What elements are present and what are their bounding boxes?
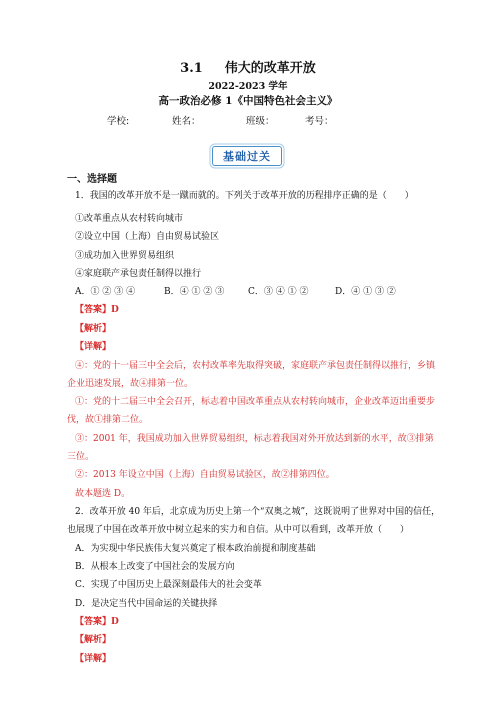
q2-stem: 2．改革开放 40 年后，北京成为历史上第一个“双奥之城”，这既说明了世界对中国的信任， — [75, 507, 441, 517]
q1-option-d: D．④ ① ③ ② — [335, 287, 396, 297]
q1-explain-line: ④：党的十一届三中全会后，农村改革率先取得突破，家庭联产承包责任制得以推行，乡镇 — [75, 361, 436, 371]
q2-option-a: A．为实现中华民族伟大复兴奠定了根本政治前提和制度基础 — [75, 544, 316, 554]
q1-analysis-label: 【解析】 — [75, 324, 112, 334]
q1-stem: 1．我国的改革开放不是一蹴而就的。下列关于改革开放的历程排序正确的是（ ） — [75, 191, 414, 201]
basic-level-badge: 基础过关 — [212, 146, 282, 166]
q1-answer: 【答案】D — [75, 305, 119, 315]
title-text: 伟大的改革开放 — [224, 61, 316, 76]
school-field: 学校: — [107, 116, 130, 127]
q1-explain-line: 三位。 — [67, 452, 95, 462]
q1-item: ②设立中国（上海）自由贸易试验区 — [75, 232, 220, 242]
q1-options — [75, 284, 396, 297]
q2-stem: 也展现了中国在改革开放中树立起来的实力和自信。从中可以看到，改革开放（ ） — [67, 525, 410, 535]
q2-analysis-label: 【解析】 — [75, 635, 112, 645]
q1-item: ①改革重点从农村转向城市 — [75, 214, 184, 224]
page-title — [0, 57, 496, 76]
course-name: 高一政治必修 1《中国特色社会主义》 — [158, 95, 338, 107]
q2-option-b: B．从根本上改变了中国社会的发展方向 — [75, 562, 235, 572]
q1-option-c: C．③ ④ ① ② — [248, 287, 309, 297]
q1-explain-line: 伐，故①排第二位。 — [67, 415, 149, 425]
q1-item: ④家庭联产承包责任制得以推行 — [75, 269, 202, 279]
q1-option-b: B．④ ① ② ③ — [164, 287, 225, 297]
q1-explain-line: ②：2013 年设立中国（上海）自由贸易试验区，故②排第四位。 — [75, 470, 335, 480]
q2-answer: 【答案】D — [75, 617, 119, 627]
name-field: 姓名： — [172, 116, 201, 127]
q1-detail-label: 【详解】 — [75, 342, 112, 352]
school-year: 2022-2023 学年 — [208, 81, 288, 92]
class-field: 班级： — [246, 116, 275, 127]
section-title: 一、选择题 — [67, 174, 117, 185]
q1-explain-line: 企业迅速发展，故④排第一位。 — [67, 379, 194, 389]
q1-option-a: A．① ② ③ ④ — [75, 287, 136, 297]
q1-explain-line: ③：2001 年，我国成功加入世界贸易组织，标志着我国对外开放达到新的水平，故③排第 — [75, 434, 434, 444]
q2-detail-label: 【详解】 — [75, 654, 112, 664]
exam-number-field: 考号： — [305, 116, 334, 127]
q1-explain-line: ①：党的十二届三中全会召开，标志着中国改革重点从农村转向城市，企业改革迈出重要步 — [75, 397, 436, 407]
title-number: 3.1 — [180, 61, 203, 76]
q2-option-c: C．实现了中国历史上最深刻最伟大的社会变革 — [75, 580, 262, 590]
q1-conclusion: 故本题选 D。 — [75, 489, 131, 499]
q1-item: ③成功加入世界贸易组织 — [75, 251, 175, 261]
q2-option-d: D．是决定当代中国命运的关键抉择 — [75, 599, 218, 609]
